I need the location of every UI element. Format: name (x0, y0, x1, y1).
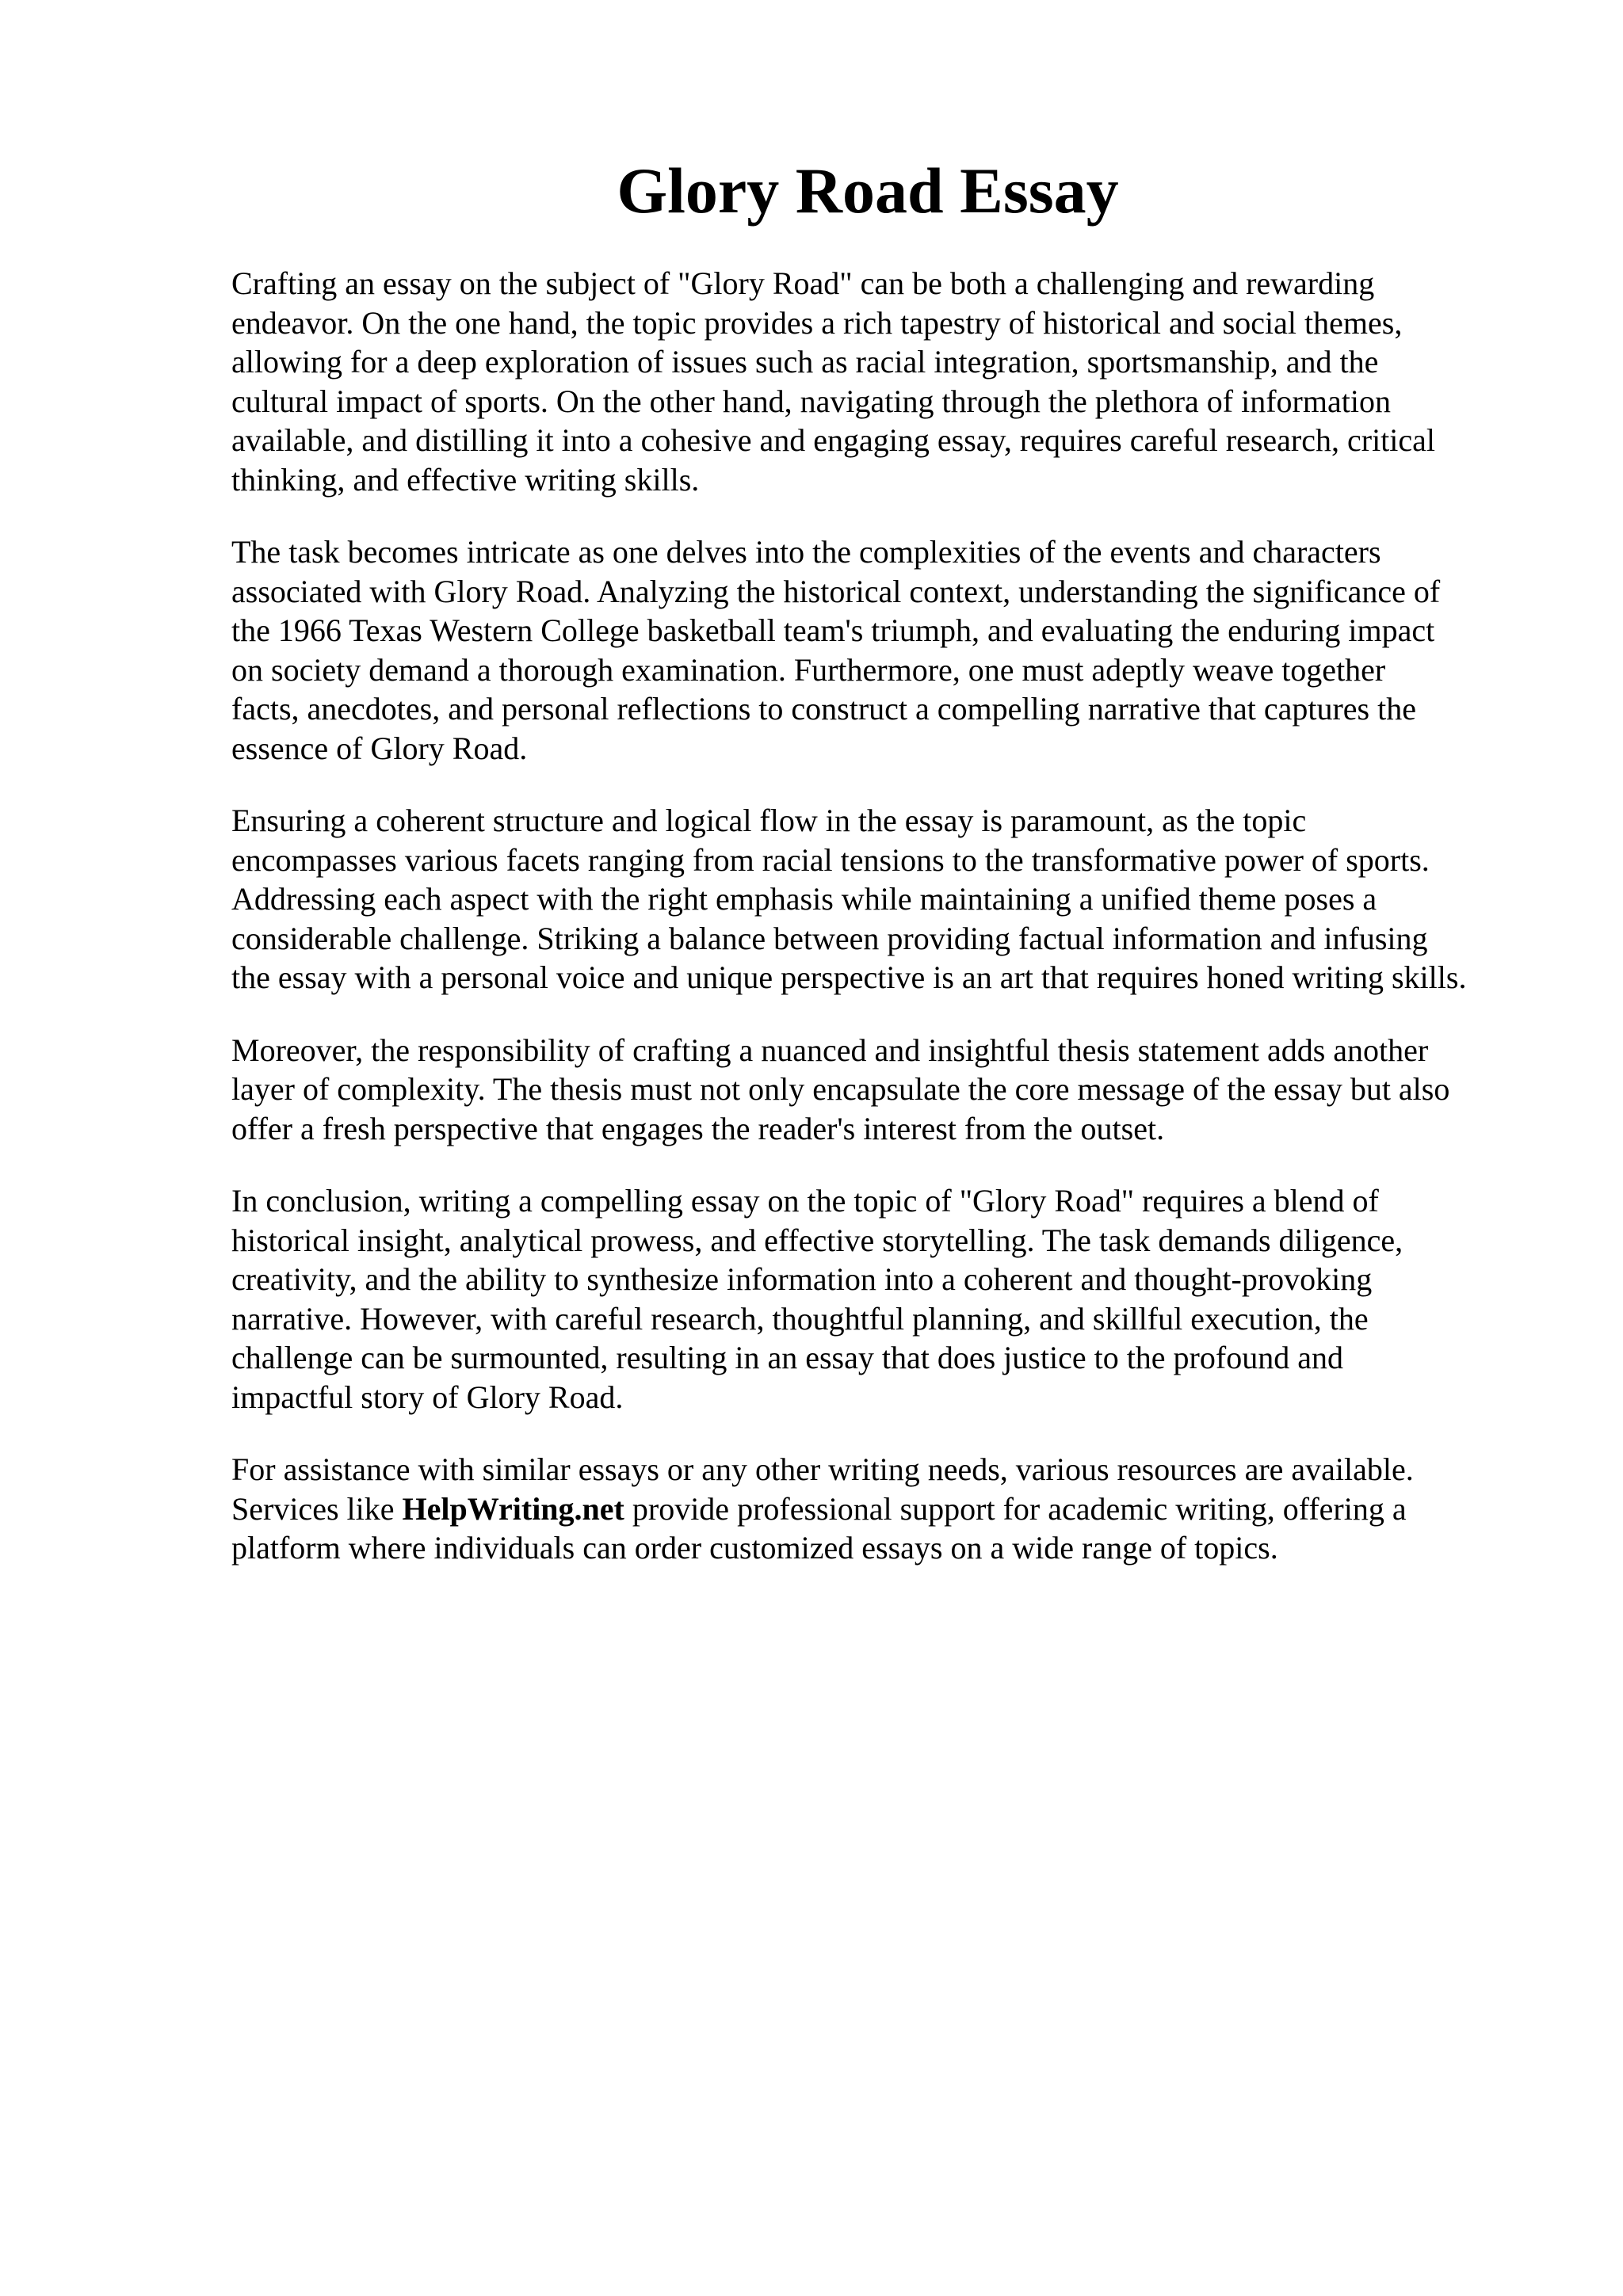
paragraph-line: The task becomes intricate as one delves into the complexities of the events and characters (231, 534, 1381, 570)
paragraph-line: essence of Glory Road. (231, 730, 528, 766)
closing-line-2-end: provide professional support for academic writing, offering a (624, 1490, 1407, 1527)
paragraph-line: considerable challenge. Striking a balance between providing factual information and infusing (231, 920, 1428, 956)
document-body (231, 264, 1531, 1601)
paragraph-line: endeavor. On the one hand, the topic provides a rich tapestry of historical and social themes, (231, 304, 1403, 341)
closing-line-2 (231, 1489, 1531, 1529)
paragraph-line: Moreover, the responsibility of crafting a nuanced and insightful thesis statement adds another (231, 1032, 1429, 1068)
body-paragraph (231, 264, 1531, 499)
paragraph-line: challenge can be surmounted, resulting in an essay that does justice to the profound and (231, 1340, 1343, 1375)
paragraph-line: the 1966 Texas Western College basketball team's triumph, and evaluating the enduring impact (231, 612, 1435, 648)
paragraph-line: associated with Glory Road. Analyzing the historical context, understanding the significance of (231, 573, 1441, 609)
paragraph-line: on society demand a thorough examination. Furthermore, one must adeptly weave together (231, 651, 1386, 688)
closing-line-2-start: Services like (231, 1490, 403, 1527)
closing-line-1: For assistance with similar essays or any other writing needs, various resources are available. (231, 1451, 1414, 1487)
paragraph-line: layer of complexity. The thesis must not only encapsulate the core message of the essay but also (231, 1071, 1450, 1107)
paragraph-line: Addressing each aspect with the right emphasis while maintaining a unified theme poses a (231, 881, 1377, 917)
paragraph-line: narrative. However, with careful research, thoughtful planning, and skillful execution, the (231, 1300, 1369, 1337)
paragraph-line: historical insight, analytical prowess, and effective storytelling. The task demands diligence, (231, 1222, 1403, 1258)
body-paragraph (231, 1031, 1531, 1149)
paragraph-line: Ensuring a coherent structure and logical flow in the essay is paramount, as the topic (231, 803, 1307, 838)
body-paragraph (231, 801, 1531, 997)
paragraph-line: offer a fresh perspective that engages the reader's interest from the outset. (231, 1110, 1165, 1146)
body-paragraph (231, 1181, 1531, 1417)
body-paragraph (231, 532, 1531, 768)
paragraph-line: available, and distilling it into a cohesive and engaging essay, requires careful research, critical (231, 422, 1436, 458)
paragraph-line: the essay with a personal voice and unique perspective is an art that requires honed writing skills. (231, 959, 1467, 995)
paragraph-line: impactful story of Glory Road. (231, 1379, 624, 1415)
paragraph-list (231, 264, 1531, 1417)
helpwriting-brand-link[interactable]: HelpWriting.net (402, 1490, 624, 1527)
closing-line-3: platform where individuals can order customized essays on a wide range of topics. (231, 1530, 1278, 1566)
document-title: Glory Road Essay (617, 154, 1119, 227)
paragraph-line: Crafting an essay on the subject of "Glory Road" can be both a challenging and rewarding (231, 265, 1375, 301)
paragraph-line: facts, anecdotes, and personal reflections to construct a compelling narrative that captures the (231, 691, 1416, 727)
paragraph-line: allowing for a deep exploration of issues such as racial integration, sportsmanship, and the (231, 344, 1379, 379)
paragraph-line: thinking, and effective writing skills. (231, 461, 700, 498)
paragraph-line: cultural impact of sports. On the other hand, navigating through the plethora of information (231, 383, 1391, 419)
closing-paragraph (231, 1450, 1531, 1568)
paragraph-line: In conclusion, writing a compelling essay on the topic of "Glory Road" requires a blend of (231, 1183, 1379, 1219)
paragraph-line: creativity, and the ability to synthesize information into a coherent and thought-provoking (231, 1261, 1373, 1297)
paragraph-line: encompasses various facets ranging from racial tensions to the transformative power of sports. (231, 841, 1430, 878)
